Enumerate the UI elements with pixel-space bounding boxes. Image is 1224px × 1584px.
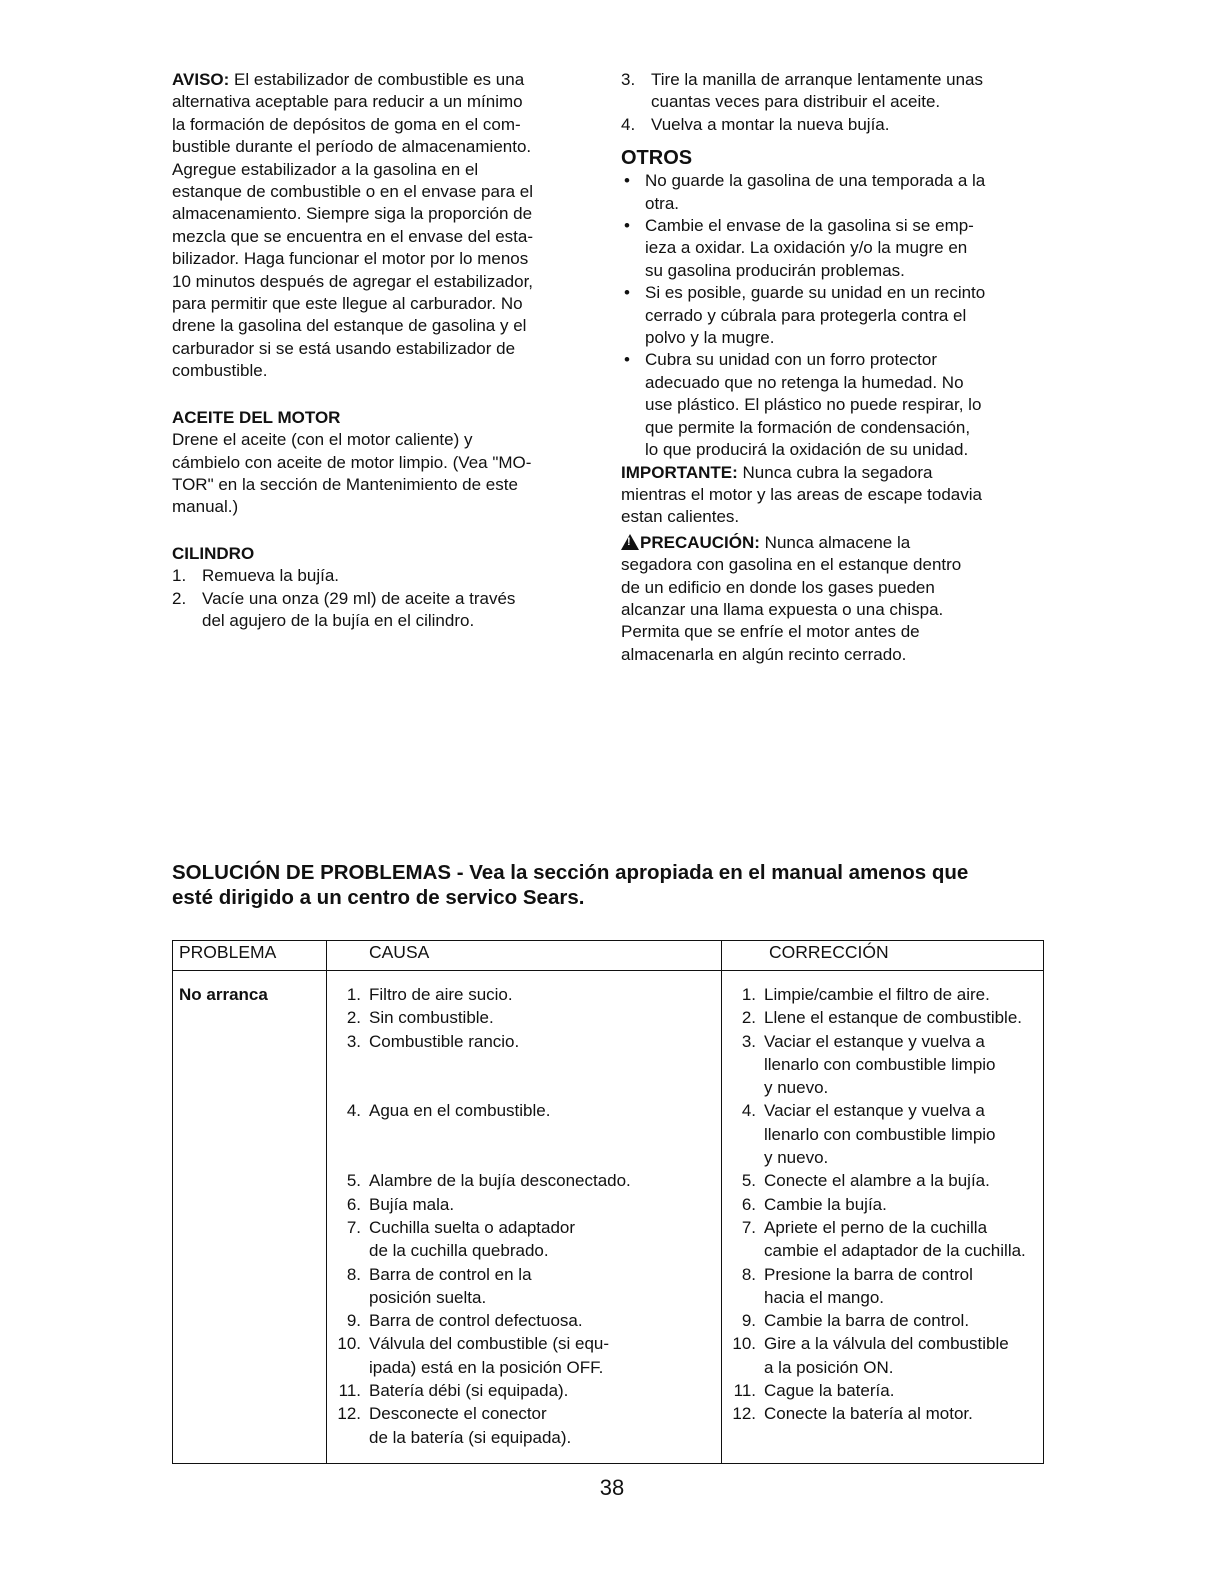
- bullet-icon: •: [624, 350, 630, 370]
- page-number: 38: [599, 1475, 625, 1500]
- table-row: [173, 1402, 1044, 1463]
- left-column: [172, 69, 592, 632]
- item-number: 1.: [741, 985, 756, 1004]
- cause-cell: [327, 1030, 722, 1100]
- fix-cell: [722, 1379, 1044, 1402]
- item-number: 4.: [741, 1101, 756, 1121]
- problem-cell: [173, 1169, 327, 1192]
- item-number: 1.: [172, 566, 187, 586]
- list-item: [327, 1402, 721, 1449]
- list-item: [621, 349, 1046, 461]
- cause-cell: [327, 1193, 722, 1216]
- list-item: [327, 1169, 721, 1192]
- item-text: Presione la barra de control hacia el mango.: [764, 1264, 973, 1307]
- header-correccion: CORRECCIÓN: [722, 941, 1044, 971]
- list-item: [621, 170, 1046, 215]
- problem-cell: [173, 1379, 327, 1402]
- list-item: [722, 1006, 1043, 1029]
- item-number: 5.: [741, 1171, 756, 1191]
- list-item: [722, 1263, 1043, 1310]
- item-number: 10.: [732, 1334, 756, 1354]
- table-row: [173, 1216, 1044, 1263]
- list-item: [327, 1332, 721, 1379]
- fix-cell: [722, 1216, 1044, 1263]
- item-text: Barra de control defectuosa.: [369, 1311, 583, 1331]
- cause-cell: [327, 1263, 722, 1310]
- otros-list: [621, 170, 1046, 461]
- problem-cell: No arranca: [173, 971, 327, 1007]
- item-text: Bujía mala.: [369, 1194, 455, 1214]
- item-text: Vuelva a montar la nueva bujía.: [651, 114, 890, 134]
- header-causa: CAUSA: [327, 941, 722, 971]
- item-text: Apriete el perno de la cuchilla cambie el adaptador de la cuchilla.: [764, 1217, 1026, 1261]
- item-number: 8.: [346, 1264, 361, 1284]
- cause-cell: [327, 1099, 722, 1169]
- list-item: [327, 1263, 721, 1310]
- list-item: [722, 1216, 1043, 1263]
- list-item: [327, 1379, 721, 1402]
- fix-cell: [722, 1402, 1044, 1463]
- item-number: 12.: [732, 1404, 756, 1424]
- cause-cell: [327, 1006, 722, 1029]
- item-text: Desconecte el conector de la batería (si equipada).: [369, 1404, 572, 1447]
- list-item: [722, 983, 1043, 1006]
- problem-cell: [173, 1402, 327, 1463]
- item-number: 3.: [621, 70, 636, 89]
- fix-cell: [722, 1332, 1044, 1379]
- precaucion-label: PRECAUCIÓN:: [640, 532, 760, 552]
- item-text: Cubra su unidad con un forro protector adecuado que no retenga la humedad. No use plástico. El plástico no puede respirar, lo que permite la formación de condensación, lo que producirá la oxidación de su unidad.: [645, 350, 982, 460]
- item-number: 2.: [346, 1008, 361, 1028]
- list-item: [722, 1379, 1043, 1402]
- item-text: Vacíe una onza (29 ml) de aceite a través del agujero de la bujía en el cilindro.: [202, 588, 516, 630]
- fix-cell: [722, 1309, 1044, 1332]
- table-header-row: [173, 941, 1044, 971]
- table-row: [173, 1006, 1044, 1029]
- aceite-heading: ACEITE DEL MOTOR: [172, 407, 341, 427]
- list-item: [722, 1169, 1043, 1192]
- list-item: [327, 1099, 721, 1122]
- aviso-label: AVISO:: [172, 70, 230, 89]
- item-number: 11.: [338, 1381, 361, 1401]
- item-number: 7.: [741, 1217, 756, 1237]
- list-item: [722, 1309, 1043, 1332]
- item-text: Remueva la bujía.: [202, 566, 340, 586]
- item-number: 10.: [337, 1334, 361, 1354]
- cause-cell: [327, 971, 722, 1007]
- item-number: 6.: [346, 1194, 361, 1214]
- problem-cell: [173, 1099, 327, 1169]
- item-text: Combustible rancio.: [369, 1031, 520, 1051]
- aceite-text: Drene el aceite (con el motor caliente) y cámbielo con aceite de motor limpio. (Vea "MO- TOR" en la sección de Mantenimiento de este manual.): [172, 430, 532, 517]
- list-item: [621, 69, 1046, 114]
- item-number: 2.: [741, 1008, 756, 1028]
- cause-cell: [327, 1216, 722, 1263]
- importante-label: IMPORTANTE:: [621, 462, 738, 482]
- item-text: Barra de control en la posición suelta.: [369, 1264, 532, 1307]
- table-row: [173, 1379, 1044, 1402]
- list-item: [327, 1030, 721, 1053]
- item-text: Sin combustible.: [369, 1008, 494, 1028]
- importante-text: Nunca cubra la segadora mientras el motor y las areas de escape todavia estan calientes.: [621, 462, 982, 527]
- item-number: 2.: [172, 588, 187, 608]
- list-item: [327, 1309, 721, 1332]
- item-number: 9.: [741, 1311, 756, 1331]
- item-number: 3.: [346, 1031, 361, 1051]
- item-text: Válvula del combustible (si equ- ipada) está en la posición OFF.: [369, 1334, 610, 1377]
- aviso-paragraph: [172, 69, 592, 383]
- fix-cell: [722, 971, 1044, 1007]
- item-number: 3.: [741, 1031, 756, 1051]
- problem-cell: [173, 1263, 327, 1310]
- item-text: Cambie la bujía.: [764, 1194, 887, 1214]
- problem-cell: [173, 1006, 327, 1029]
- importante-paragraph: [621, 462, 1046, 529]
- bullet-icon: •: [624, 216, 630, 236]
- list-item: [722, 1030, 1043, 1100]
- item-number: 1.: [346, 985, 361, 1004]
- problem-cell: [173, 1216, 327, 1263]
- cilindro-steps: [172, 565, 592, 632]
- bullet-icon: •: [624, 283, 630, 303]
- cause-cell: [327, 1169, 722, 1192]
- cause-cell: [327, 1332, 722, 1379]
- table-row: [173, 1099, 1044, 1169]
- troubleshooting-table: [172, 940, 1044, 1464]
- list-item: [621, 215, 1046, 282]
- precaucion-paragraph: [621, 532, 1046, 666]
- item-text: Vaciar el estanque y vuelva a llenarlo con combustible limpio y nuevo.: [764, 1031, 996, 1098]
- item-text: Llene el estanque de combustible.: [764, 1008, 1023, 1028]
- fix-cell: [722, 1030, 1044, 1100]
- aviso-text: El estabilizador de combustible es una alternativa aceptable para reducir a un mínimo la formación de depósitos de goma en el com- bustible durante el período de almacenamiento. Agregue estabilizador a la gasolina en el estanque de combustible o en el envase para el almacenamiento. Siempre siga la proporción de mezcla que se encuentra en el envase del esta- bilizador. Haga funcionar el motor por lo menos 10 minutos después de agregar el estabilizador, para permitir que este llegue al carburador. No drene la gasolina del estanque de gasolina y el carburador si se está usando estabilizador de combustible.: [172, 70, 534, 381]
- item-number: 12.: [337, 1404, 361, 1424]
- table-row: [173, 1263, 1044, 1310]
- fix-cell: [722, 1006, 1044, 1029]
- item-text: Alambre de la bujía desconectado.: [369, 1171, 631, 1191]
- right-column: [621, 69, 1046, 666]
- cause-cell: [327, 1402, 722, 1463]
- problem-cell: [173, 1332, 327, 1379]
- table-row: [173, 1309, 1044, 1332]
- precaucion-text: Nunca almacene la segadora con gasolina en el estanque dentro de un edificio en donde los gases pueden alcanzar una llama expuesta o una chispa. Permita que se enfríe el motor antes de almacenarla en algún recinto cerrado.: [621, 532, 962, 664]
- item-text: Conecte la batería al motor.: [764, 1404, 973, 1424]
- table-row: [173, 971, 1044, 1007]
- list-item: [327, 1193, 721, 1216]
- item-text: Cuchilla suelta o adaptador de la cuchilla quebrado.: [369, 1217, 576, 1261]
- list-item: [172, 588, 592, 633]
- item-text: Agua en el combustible.: [369, 1101, 551, 1121]
- item-text: Cambie el envase de la gasolina si se emp- ieza a oxidar. La oxidación y/o la mugre en su gasolina producirán problemas.: [645, 216, 974, 280]
- troubleshooting-subtitle: - Vea la sección apropiada en el manual amenos que esté dirigido a un centro de servico Sears.: [172, 861, 969, 909]
- item-text: Cague la batería.: [764, 1381, 895, 1401]
- list-item: [722, 1099, 1043, 1169]
- list-item: [327, 1006, 721, 1029]
- list-item: [327, 983, 721, 1006]
- header-problema: PROBLEMA: [173, 941, 327, 971]
- list-item: [722, 1402, 1043, 1425]
- item-number: 7.: [346, 1217, 361, 1237]
- item-text: Si es posible, guarde su unidad en un recinto cerrado y cúbrala para protegerla contra el polvo y la mugre.: [645, 283, 986, 348]
- item-text: No guarde la gasolina de una temporada a la otra.: [645, 171, 986, 213]
- item-number: 5.: [346, 1171, 361, 1191]
- cause-cell: [327, 1309, 722, 1332]
- item-number: 8.: [741, 1264, 756, 1284]
- item-text: Batería débi (si equipada).: [369, 1381, 569, 1401]
- fix-cell: [722, 1169, 1044, 1192]
- item-text: Vaciar el estanque y vuelva a llenarlo con combustible limpio y nuevo.: [764, 1101, 996, 1168]
- table-row: [173, 1169, 1044, 1192]
- fix-cell: [722, 1263, 1044, 1310]
- table-row: [173, 1193, 1044, 1216]
- list-item: [621, 282, 1046, 349]
- table-row: [173, 1332, 1044, 1379]
- table-row: [173, 1030, 1044, 1100]
- item-text: Filtro de aire sucio.: [369, 985, 513, 1004]
- item-number: 11.: [733, 1381, 756, 1401]
- list-item: [172, 565, 592, 587]
- item-number: 6.: [741, 1194, 756, 1214]
- list-item: [722, 1193, 1043, 1216]
- item-number: 4.: [346, 1101, 361, 1121]
- problem-cell: [173, 1309, 327, 1332]
- list-item: [621, 114, 1046, 136]
- warning-triangle-icon: [621, 534, 639, 550]
- item-text: Tire la manilla de arranque lentamente unas cuantas veces para distribuir el aceite.: [651, 70, 984, 112]
- list-item: [327, 1216, 721, 1263]
- item-text: Gire a la válvula del combustible a la posición ON.: [764, 1334, 1009, 1377]
- cause-cell: [327, 1379, 722, 1402]
- item-text: Limpie/cambie el filtro de aire.: [764, 985, 990, 1004]
- problem-cell: [173, 1193, 327, 1216]
- item-number: 9.: [346, 1311, 361, 1331]
- table-body: [173, 971, 1044, 1464]
- troubleshooting-title: [172, 860, 1052, 910]
- item-text: Cambie la barra de control.: [764, 1311, 970, 1331]
- list-item: [722, 1332, 1043, 1379]
- fix-cell: [722, 1099, 1044, 1169]
- bullet-icon: •: [624, 171, 630, 191]
- cilindro-heading: CILINDRO: [172, 543, 255, 563]
- item-number: 4.: [621, 114, 636, 134]
- otros-heading: OTROS: [621, 147, 693, 170]
- fix-cell: [722, 1193, 1044, 1216]
- problem-cell: [173, 1030, 327, 1100]
- troubleshooting-heading: SOLUCIÓN DE PROBLEMAS: [172, 861, 452, 884]
- item-text: Conecte el alambre a la bujía.: [764, 1171, 990, 1191]
